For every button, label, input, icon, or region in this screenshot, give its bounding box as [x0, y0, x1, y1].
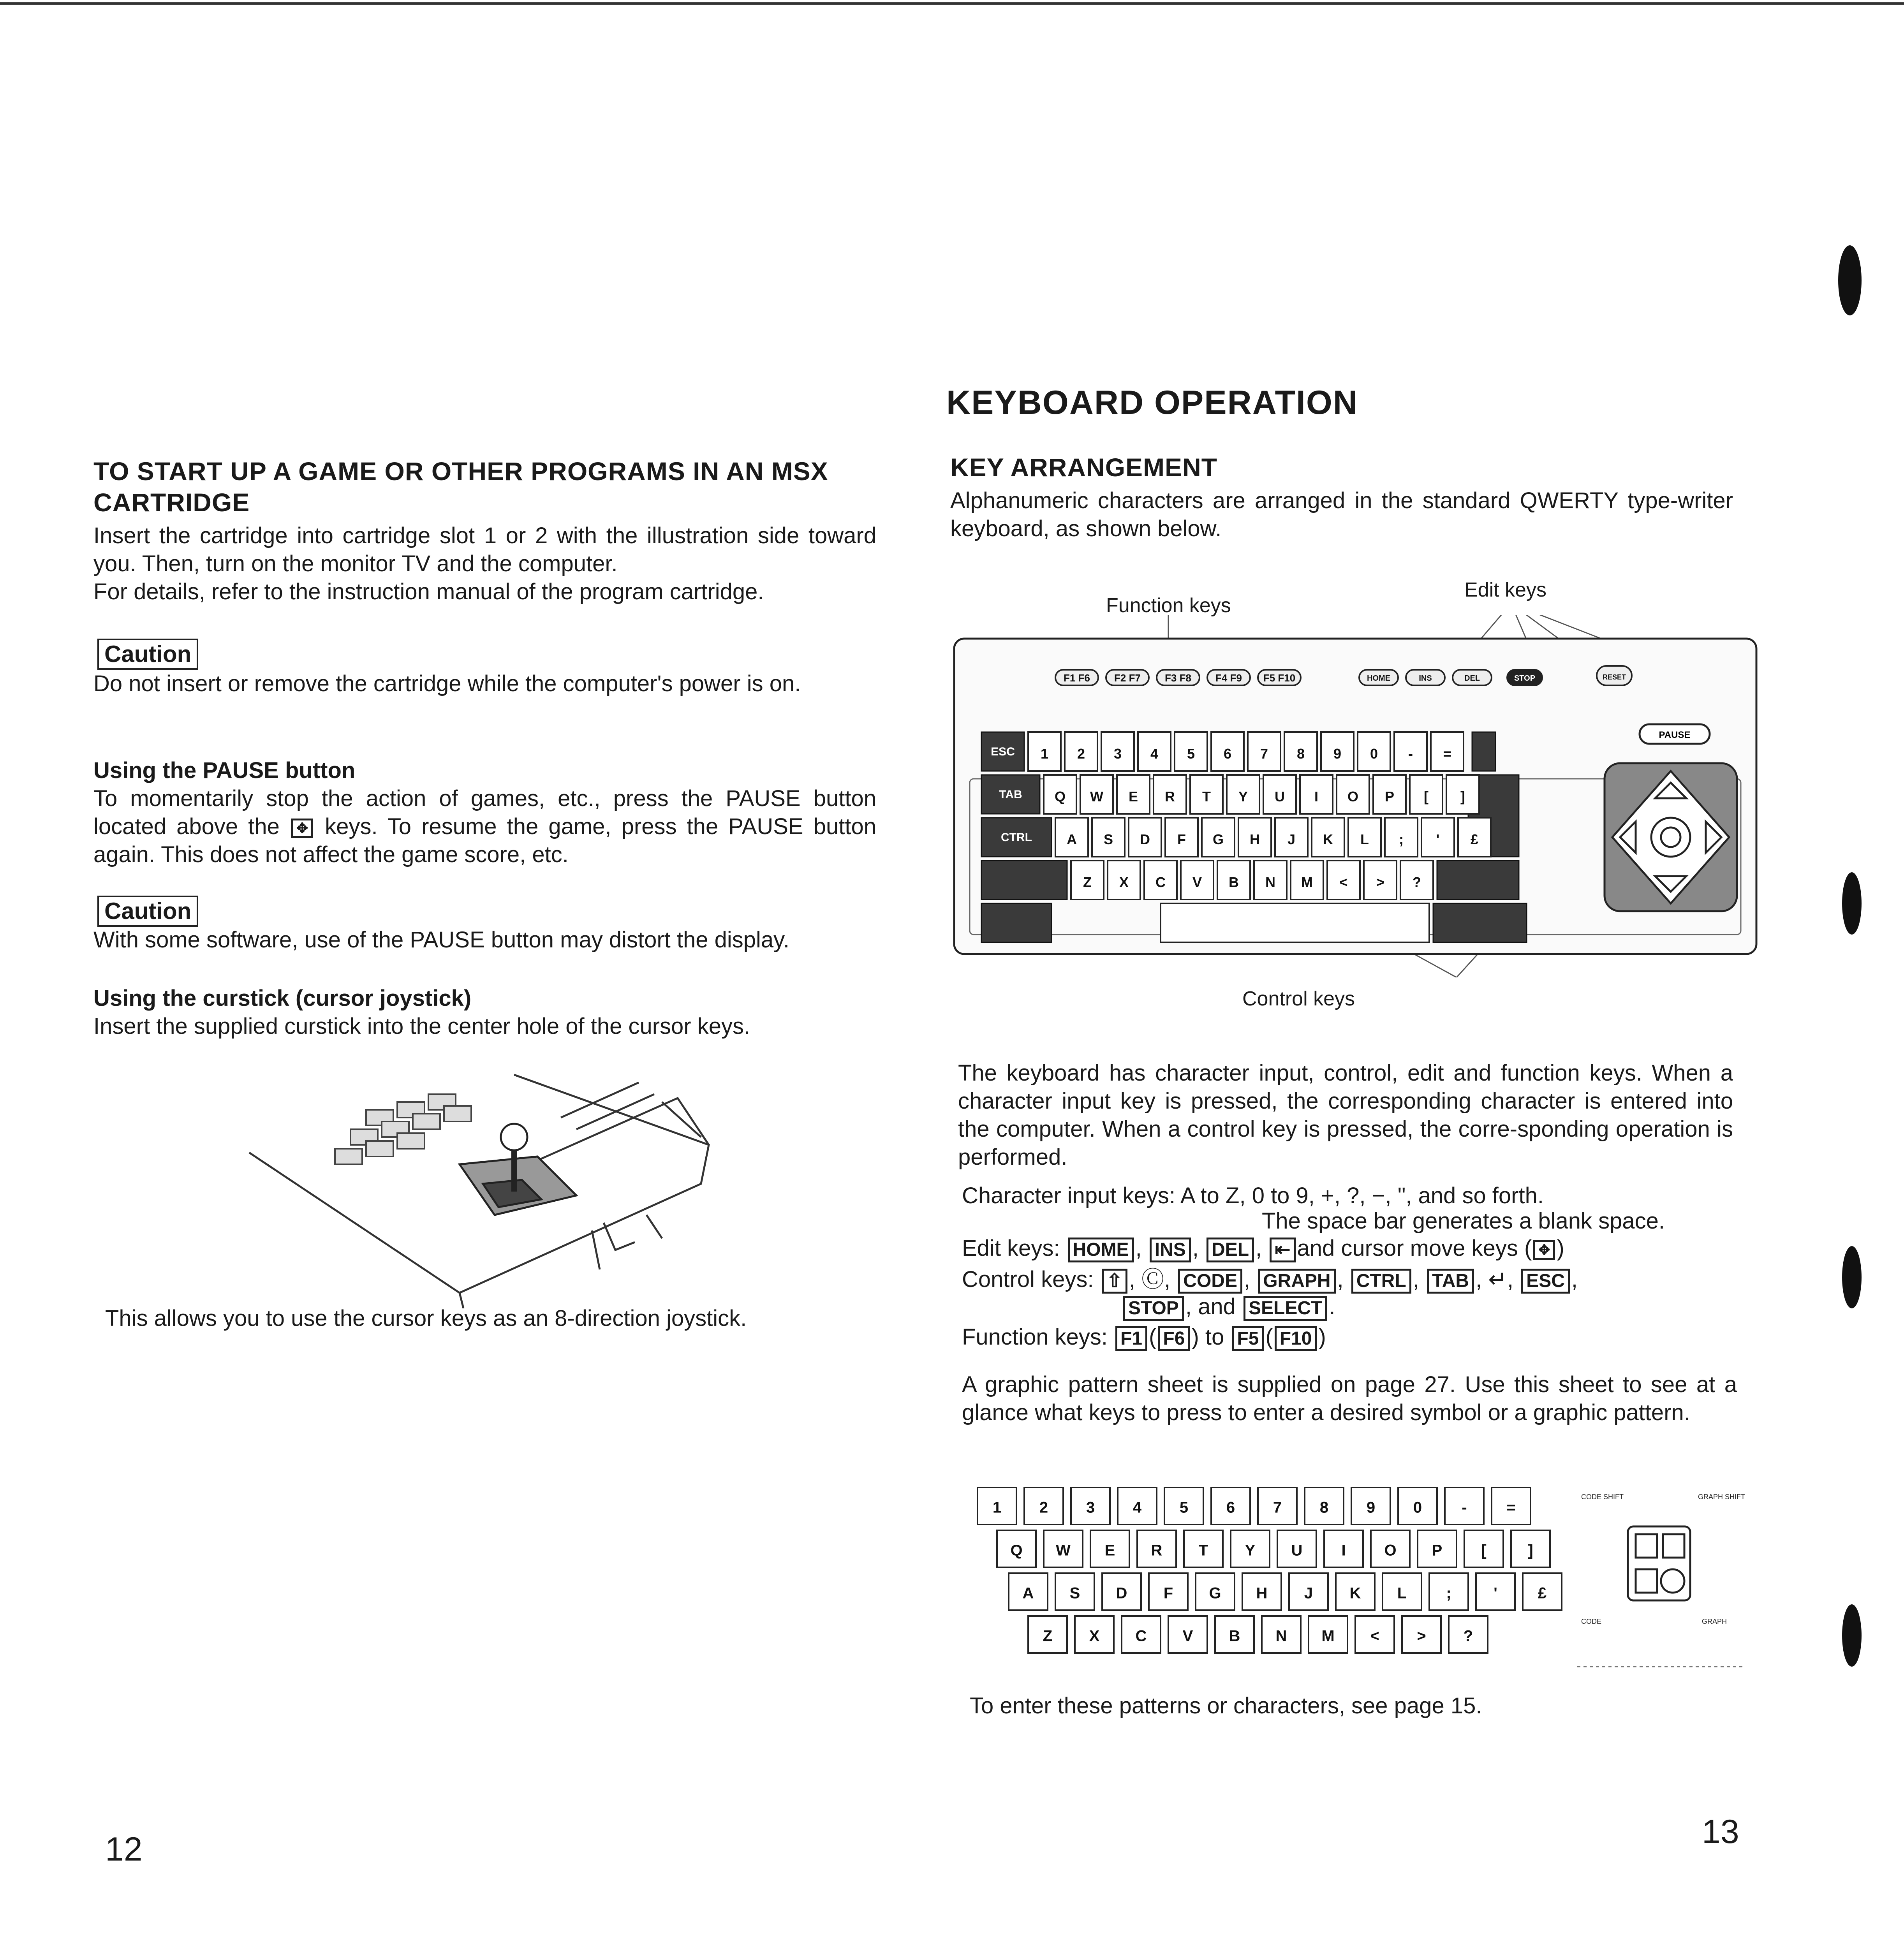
key-cap-label: 6: [1226, 1499, 1235, 1516]
key-cap-label: D: [1116, 1584, 1127, 1602]
key-stop: STOP: [1123, 1296, 1184, 1321]
key-cap-label: K: [1349, 1584, 1361, 1602]
graphic-pattern-sheet: [970, 1480, 1749, 1682]
key-label-home: HOME: [1367, 674, 1390, 683]
key-cap-label: O: [1384, 1542, 1397, 1559]
key-cap-label: ?: [1413, 874, 1421, 890]
key-cap-label: M: [1301, 874, 1313, 890]
punch-mark: [1842, 872, 1862, 935]
key-cap-label: H: [1250, 831, 1260, 847]
key-cap-label: N: [1265, 874, 1275, 890]
key-cap-label: -: [1408, 746, 1413, 762]
key-cap-label: 5: [1187, 746, 1195, 762]
page-number-right: 13: [1702, 1813, 1739, 1850]
key-label-stop: STOP: [1514, 674, 1536, 683]
pause-text-part2: keys. To resume the game, press the PAUSE button again. This does not affect the game score, etc.: [93, 814, 876, 867]
label-function-keys: Function keys: [1106, 594, 1231, 617]
key-cap-label: H: [1256, 1584, 1268, 1602]
key-cap-label: O: [1347, 789, 1359, 805]
key-cap-label: S: [1103, 831, 1113, 847]
key-cap-label: 5: [1179, 1499, 1189, 1516]
cursor-keys-icon: ✥: [291, 819, 313, 838]
key-cap-label: G: [1209, 1584, 1221, 1602]
pause-text: [93, 785, 876, 869]
key-cap-label: S: [1069, 1584, 1080, 1602]
key-cap-label: V: [1182, 1627, 1193, 1645]
key-cap-label: E: [1128, 789, 1138, 805]
key-cap-label: 8: [1296, 746, 1305, 762]
key-cap-label: K: [1323, 831, 1333, 847]
key-cap-label: ]: [1528, 1542, 1533, 1559]
key-cap-label: 8: [1319, 1499, 1329, 1516]
edit-keys-suffix: and cursor move keys (: [1297, 1236, 1532, 1261]
graph-circle-key-icon: Ⓒ: [1141, 1267, 1164, 1292]
key-cap-label: J: [1287, 831, 1296, 847]
edit-keys-line: Edit keys: HOME , INS , DEL , ⇤ and cursor move keys ( ✥ ): [962, 1234, 1564, 1262]
fkey-label-1: F1 F6: [1064, 672, 1090, 684]
key-cap-label: £: [1538, 1584, 1547, 1602]
joystick-caption: This allows you to use the cursor keys as an 8-direction joystick.: [105, 1306, 747, 1331]
caution-text-2: With some software, use of the PAUSE button may distort the display.: [93, 927, 789, 952]
cursor-keys-icon-2: ✥: [1533, 1240, 1555, 1260]
key-cap-label: =: [1443, 746, 1451, 762]
key-label-esc: ESC: [991, 745, 1015, 758]
pattern-label-code: CODE: [1581, 1618, 1602, 1625]
right-heading: KEYBOARD OPERATION: [946, 384, 1358, 421]
key-cap-label: 9: [1366, 1499, 1376, 1516]
punch-mark: [1842, 1246, 1862, 1308]
pattern-label-graph-shift: GRAPH SHIFT: [1698, 1493, 1745, 1501]
key-cap-label: 3: [1086, 1499, 1095, 1516]
key-home: HOME: [1068, 1238, 1134, 1262]
key-cap-label: Y: [1245, 1542, 1256, 1559]
key-cap-label: 0: [1370, 746, 1378, 762]
left-heading: TO START UP A GAME OR OTHER PROGRAMS IN AN MSX CARTRIDGE: [93, 457, 828, 517]
key-cap-label: X: [1119, 874, 1129, 890]
space-bar-line: The space bar generates a blank space.: [1262, 1208, 1665, 1234]
key-cap-label: B: [1229, 874, 1239, 890]
pattern-row-1: [978, 1488, 1531, 1525]
caution-label-2: Caution: [97, 896, 198, 927]
function-keys-line: Function keys: F1 ( F6 ) to F5 ( F10 ): [962, 1323, 1326, 1351]
edit-keys-label: Edit keys:: [962, 1236, 1060, 1261]
key-cap-label: 4: [1133, 1499, 1142, 1516]
key-cap-label: J: [1304, 1584, 1313, 1602]
key-cap-label: >: [1417, 1627, 1426, 1645]
left-intro: Insert the cartridge into cartridge slot 1 or 2 with the illustration side toward you. Then, turn on the monitor TV and the computer.: [93, 523, 876, 576]
char-input-label: Character input keys:: [962, 1183, 1176, 1208]
label-edit-keys: Edit keys: [1464, 579, 1546, 601]
top-rule: [0, 2, 1904, 5]
cursor-pad: [1605, 763, 1737, 911]
pattern-row-4: [1028, 1616, 1488, 1653]
key-cap-label: 7: [1273, 1499, 1282, 1516]
function-keys-label: Function keys:: [962, 1324, 1108, 1350]
key-cap-label: W: [1090, 789, 1103, 805]
key-cap-label: ': [1436, 831, 1440, 847]
key-f5: F5: [1232, 1326, 1264, 1351]
key-cap-label: G: [1212, 831, 1224, 847]
key-code: CODE: [1178, 1269, 1242, 1294]
key-cap-label: T: [1202, 789, 1211, 805]
key-label-pause: PAUSE: [1659, 730, 1691, 740]
key-cap-label: [: [1424, 789, 1428, 805]
key-cap-label: L: [1360, 831, 1369, 847]
key-cap-label: A: [1067, 831, 1077, 847]
key-cap-label: £: [1470, 831, 1479, 847]
key-cap-label: Q: [1010, 1542, 1023, 1559]
control-and: and: [1198, 1294, 1236, 1319]
key-cap-label: =: [1506, 1499, 1516, 1516]
key-cap-label: X: [1089, 1627, 1100, 1645]
curstick-heading: Using the curstick (cursor joystick): [93, 986, 472, 1011]
page-number-left: 12: [105, 1831, 143, 1868]
key-cap-label: ;: [1399, 831, 1404, 847]
key-cap-label: L: [1397, 1584, 1407, 1602]
pattern-legend-key: [1628, 1526, 1690, 1600]
key-cap-label: Q: [1054, 789, 1066, 805]
key-f6: F6: [1158, 1326, 1190, 1351]
fkey-label-5: F5 F10: [1263, 672, 1296, 684]
key-cap-label: 0: [1413, 1499, 1422, 1516]
key-cap-label: U: [1291, 1542, 1303, 1559]
key-cap-label: T: [1198, 1542, 1208, 1559]
backspace-key-icon: ⇤: [1270, 1238, 1295, 1262]
label-control-keys: Control keys: [1242, 988, 1355, 1010]
key-cap-label: 3: [1113, 746, 1122, 762]
key-cap-label: M: [1321, 1627, 1335, 1645]
patterns-note: To enter these patterns or characters, see page 15.: [970, 1693, 1482, 1718]
key-cap-label: >: [1376, 874, 1384, 890]
key-cap-label: <: [1339, 874, 1348, 890]
pattern-label-graph: GRAPH: [1702, 1618, 1727, 1625]
key-cap-label: 9: [1333, 746, 1342, 762]
key-cap-label: 7: [1260, 746, 1268, 762]
curstick-text: Insert the supplied curstick into the center hole of the cursor keys.: [93, 1014, 750, 1039]
key-cap-label: ]: [1460, 789, 1465, 805]
punch-mark: [1842, 1604, 1862, 1667]
key-ctrl: CTRL: [1351, 1269, 1411, 1294]
edit-keys-close: ): [1557, 1236, 1564, 1261]
key-cap-label: F: [1177, 831, 1186, 847]
pattern-row-3: [1009, 1573, 1562, 1610]
key-del: DEL: [1207, 1238, 1254, 1262]
key-cap-label: F: [1163, 1584, 1173, 1602]
punch-mark: [1838, 245, 1862, 315]
key-select: SELECT: [1244, 1296, 1327, 1321]
function-to: to: [1205, 1324, 1224, 1350]
control-keys-line-2: STOP , and SELECT .: [1122, 1293, 1335, 1321]
fkey-label-3: F3 F8: [1165, 672, 1191, 684]
fkey-label-2: F2 F7: [1114, 672, 1141, 684]
key-cap-label: P: [1384, 789, 1395, 805]
key-cap-label: R: [1165, 789, 1175, 805]
key-cap-label: ;: [1446, 1584, 1451, 1602]
key-cap-label: N: [1275, 1627, 1287, 1645]
key-cap-label: 2: [1077, 746, 1085, 762]
key-cap-label: I: [1341, 1542, 1346, 1559]
key-arrangement-intro: Alphanumeric characters are arranged in the standard QWERTY type-writer keyboard, as shown below.: [950, 488, 1733, 541]
key-cap-label: V: [1192, 874, 1202, 890]
key-cap-label: B: [1229, 1627, 1240, 1645]
key-f1: F1: [1115, 1326, 1147, 1351]
key-label-reset: RESET: [1602, 673, 1626, 681]
keyboard-para-2: A graphic pattern sheet is supplied on page 27. Use this sheet to see at a glance what keys to press to enter a desired symbol or a graphic pattern.: [962, 1372, 1737, 1425]
key-cap-label: 2: [1039, 1499, 1048, 1516]
pattern-row-2: [997, 1530, 1550, 1567]
key-f10: F10: [1275, 1326, 1317, 1351]
keyboard-diagram: [950, 615, 1760, 977]
control-keys-line: Control keys: ⇧ , Ⓒ, CODE , GRAPH , CTRL , TAB , ↵, ESC ,: [962, 1266, 1578, 1294]
left-intro-2: For details, refer to the instruction manual of the program cartridge.: [93, 579, 764, 604]
key-cap-label: [: [1481, 1542, 1487, 1559]
curstick-illustration: [241, 1067, 748, 1308]
key-cap-label: Y: [1238, 789, 1248, 805]
shift-key-icon: ⇧: [1102, 1269, 1127, 1294]
caution-label-1: Caution: [97, 639, 198, 670]
key-cap-label: ?: [1463, 1627, 1473, 1645]
key-cap-label: C: [1135, 1627, 1147, 1645]
key-label-del: DEL: [1464, 674, 1480, 683]
key-cap-label: Z: [1083, 874, 1092, 890]
key-cap-label: 4: [1150, 746, 1159, 762]
return-key-icon: ↵: [1488, 1267, 1507, 1292]
key-cap-label: R: [1151, 1542, 1162, 1559]
char-input-text: A to Z, 0 to 9, +, ?, −, ", and so forth.: [1180, 1183, 1544, 1208]
key-cap-label: U: [1275, 789, 1285, 805]
pattern-label-code-shift: CODE SHIFT: [1581, 1493, 1624, 1501]
key-cap-label: 1: [1040, 746, 1049, 762]
key-tab: TAB: [1427, 1269, 1474, 1294]
key-cap-label: E: [1104, 1542, 1115, 1559]
key-ins: INS: [1150, 1238, 1191, 1262]
key-label-tab: TAB: [999, 788, 1022, 801]
control-keys-label: Control keys:: [962, 1267, 1094, 1292]
fkey-label-4: F4 F9: [1215, 672, 1242, 684]
key-cap-label: A: [1022, 1584, 1034, 1602]
key-label-ins: INS: [1419, 674, 1432, 683]
key-cap-label: -: [1462, 1499, 1467, 1516]
key-cap-label: P: [1432, 1542, 1443, 1559]
pause-text-part1: To momentarily stop the action of games, etc., press the PAUSE button located above the: [93, 786, 876, 839]
key-cap-label: D: [1140, 831, 1150, 847]
key-cap-label: I: [1314, 789, 1319, 805]
pause-heading: Using the PAUSE button: [93, 758, 356, 783]
char-input-line: [962, 1182, 1544, 1210]
caution-text-1: Do not insert or remove the cartridge while the computer's power is on.: [93, 671, 801, 696]
key-cap-label: <: [1370, 1627, 1379, 1645]
key-label-ctrl: CTRL: [1001, 831, 1032, 844]
key-cap-label: Z: [1043, 1627, 1053, 1645]
key-cap-label: ': [1494, 1584, 1497, 1602]
key-cap-label: C: [1155, 874, 1166, 890]
key-cap-label: W: [1056, 1542, 1071, 1559]
key-arrangement-heading: KEY ARRANGEMENT: [950, 453, 1218, 482]
keyboard-para-1: The keyboard has character input, control, edit and function keys. When a character input key is pressed, the corresponding character is entered into the computer. When a control key is pressed, the corre-sponding operation is performed.: [958, 1060, 1733, 1170]
key-cap-label: 6: [1223, 746, 1232, 762]
key-graph: GRAPH: [1258, 1269, 1335, 1294]
key-esc: ESC: [1521, 1269, 1570, 1294]
key-cap-label: 1: [992, 1499, 1002, 1516]
